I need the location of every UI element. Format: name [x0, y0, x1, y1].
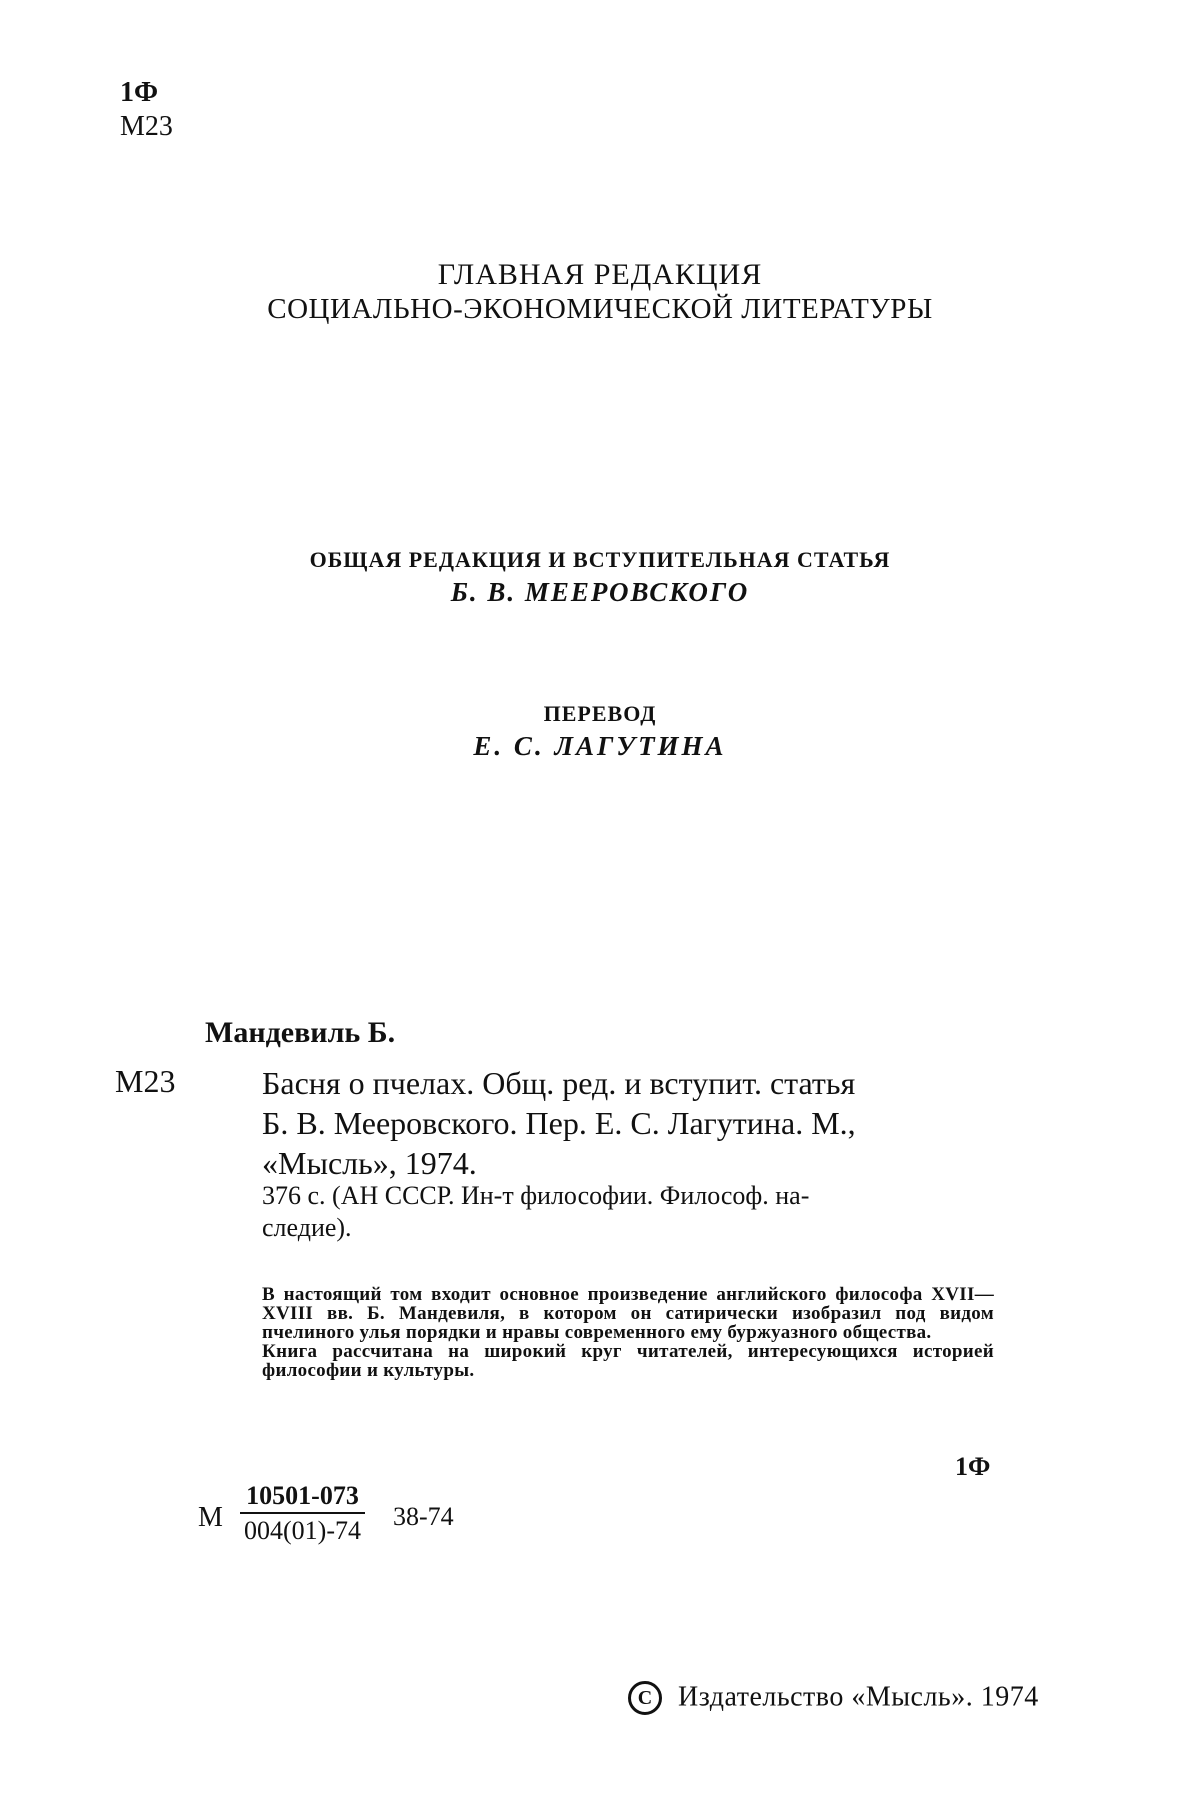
editorial-board [0, 258, 1200, 326]
author-mark: М23 [120, 111, 173, 142]
classification-code: 1Ф [120, 77, 159, 108]
index-letter: М [198, 1502, 223, 1533]
card-pages [262, 1180, 994, 1244]
card-annotation-paragraph1: В настоящий том входит основное произведение английского философа XVII—XVIII вв. Б. Мандевиля, в котором он сатирически изобразил под видом пчелиного улья порядки и нравы современного ему буржуазного общества. [262, 1284, 994, 1343]
card-annotation [262, 1285, 994, 1380]
index-fraction [240, 1480, 365, 1548]
copyright-line [628, 1680, 1039, 1715]
editorial-board-line1: ГЛАВНАЯ РЕДАКЦИЯ [437, 258, 763, 291]
editorial-board-line2: СОЦИАЛЬНО-ЭКОНОМИЧЕСКОЙ ЛИТЕРАТУРЫ [267, 293, 933, 325]
index-suffix: 38-74 [393, 1502, 454, 1531]
card-description-line2: Б. В. Мееровского. Пер. Е. С. Лагутина. М., [262, 1105, 856, 1141]
card-description [262, 1063, 994, 1183]
card-description-line1: Басня о пчелах. Общ. ред. и вступит. статья [262, 1065, 856, 1101]
card-pages-line1: 376 с. (АН СССР. Ин-т философии. Философ. на- [262, 1181, 810, 1210]
card-classification-code: 1Ф [955, 1452, 991, 1481]
translation-label: ПЕРЕВОД [543, 701, 657, 726]
general-editor-name: Б. В. МЕЕРОВСКОГО [450, 577, 750, 607]
index-numerator: 10501-073 [240, 1480, 365, 1514]
card-pages-line2: следие). [262, 1213, 352, 1242]
translation [0, 700, 1200, 764]
general-editor-label: ОБЩАЯ РЕДАКЦИЯ И ВСТУПИТЕЛЬНАЯ СТАТЬЯ [309, 547, 891, 572]
card-annotation-paragraph2: Книга рассчитана на широкий круг читателей, интересующихся историей философии и культуры. [262, 1341, 994, 1381]
card-author-mark: М23 [115, 1063, 176, 1099]
index-denominator: 004(01)-74 [244, 1516, 361, 1545]
general-editor [0, 546, 1200, 610]
card-description-line3: «Мысль», 1974. [262, 1145, 477, 1181]
publication-index [198, 1480, 498, 1560]
translator-name: Е. С. ЛАГУТИНА [473, 731, 727, 761]
copyright-text: Издательство «Мысль». 1974 [678, 1681, 1039, 1713]
copyright-icon: C [628, 1681, 662, 1715]
card-author: Мандевиль Б. [205, 1016, 396, 1049]
